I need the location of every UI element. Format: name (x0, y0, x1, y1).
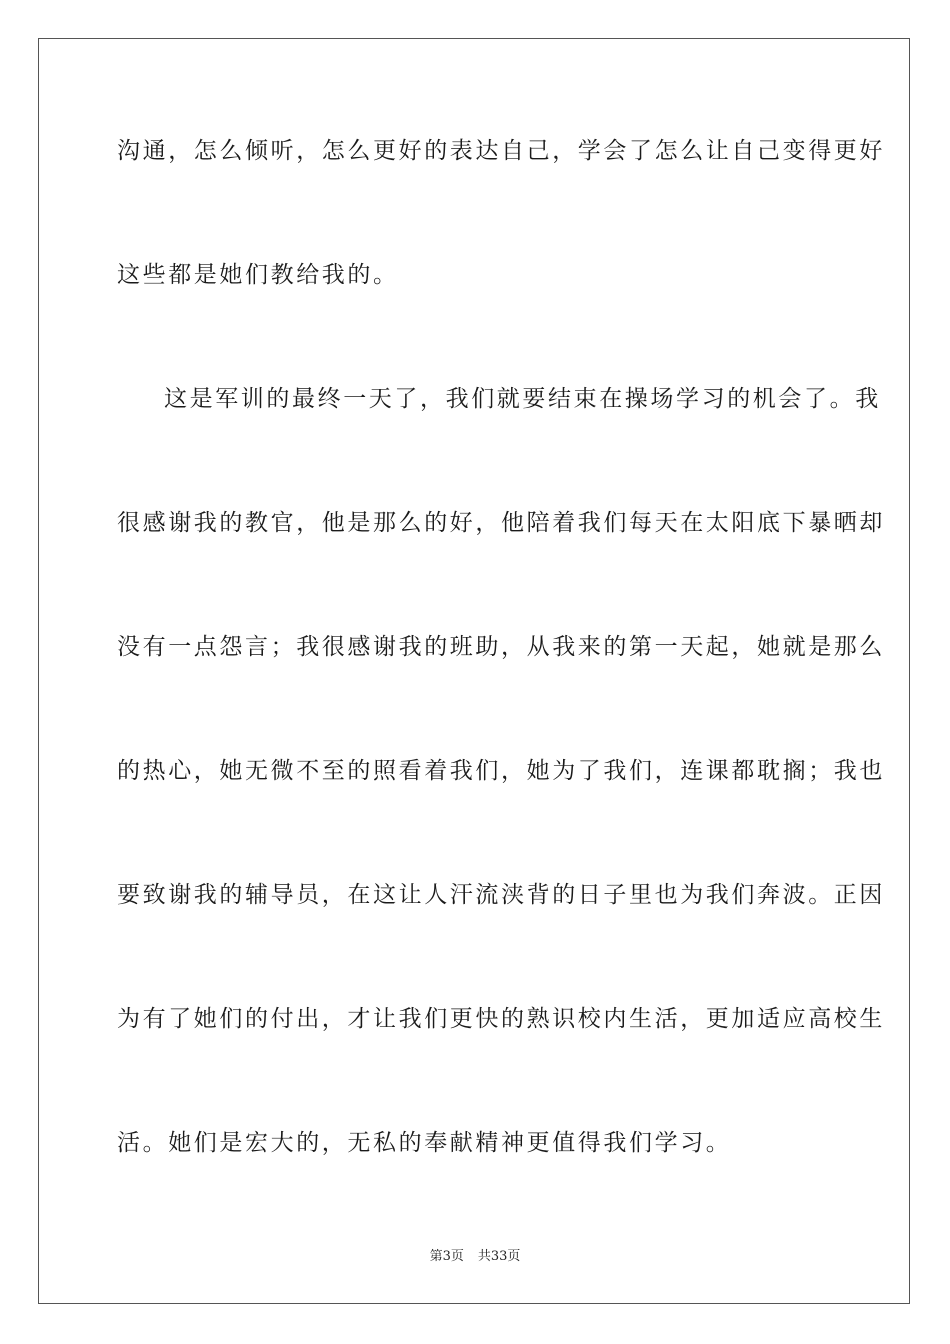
body-text-line-2: 这些都是她们教给我的。 (117, 262, 399, 288)
body-text-line-1: 沟通，怎么倾听，怎么更好的表达自己，学会了怎么让自己变得更好 (117, 138, 885, 164)
body-text-line-3: 这是军训的最终一天了，我们就要结束在操场学习的机会了。我 (164, 386, 881, 412)
body-text-line-6: 的热心，她无微不至的照看着我们，她为了我们，连课都耽搁；我也 (117, 758, 885, 784)
body-text-line-7: 要致谢我的辅导员，在这让人汗流浃背的日子里也为我们奔波。正因 (117, 882, 885, 908)
body-text-line-5: 没有一点怨言；我很感谢我的班助，从我来的第一天起，她就是那么 (117, 634, 885, 660)
body-text-line-8: 为有了她们的付出，才让我们更快的熟识校内生活，更加适应高校生 (117, 1006, 885, 1032)
page-border (38, 38, 910, 1304)
page-total: 共33页 (477, 1249, 521, 1264)
body-text-line-4: 很感谢我的教官，他是那么的好，他陪着我们每天在太阳底下暴晒却 (117, 510, 885, 536)
body-text-line-9: 活。她们是宏大的，无私的奉献精神更值得我们学习。 (117, 1130, 732, 1156)
page-number: 第3页 (429, 1249, 464, 1264)
page-footer (0, 1248, 950, 1266)
